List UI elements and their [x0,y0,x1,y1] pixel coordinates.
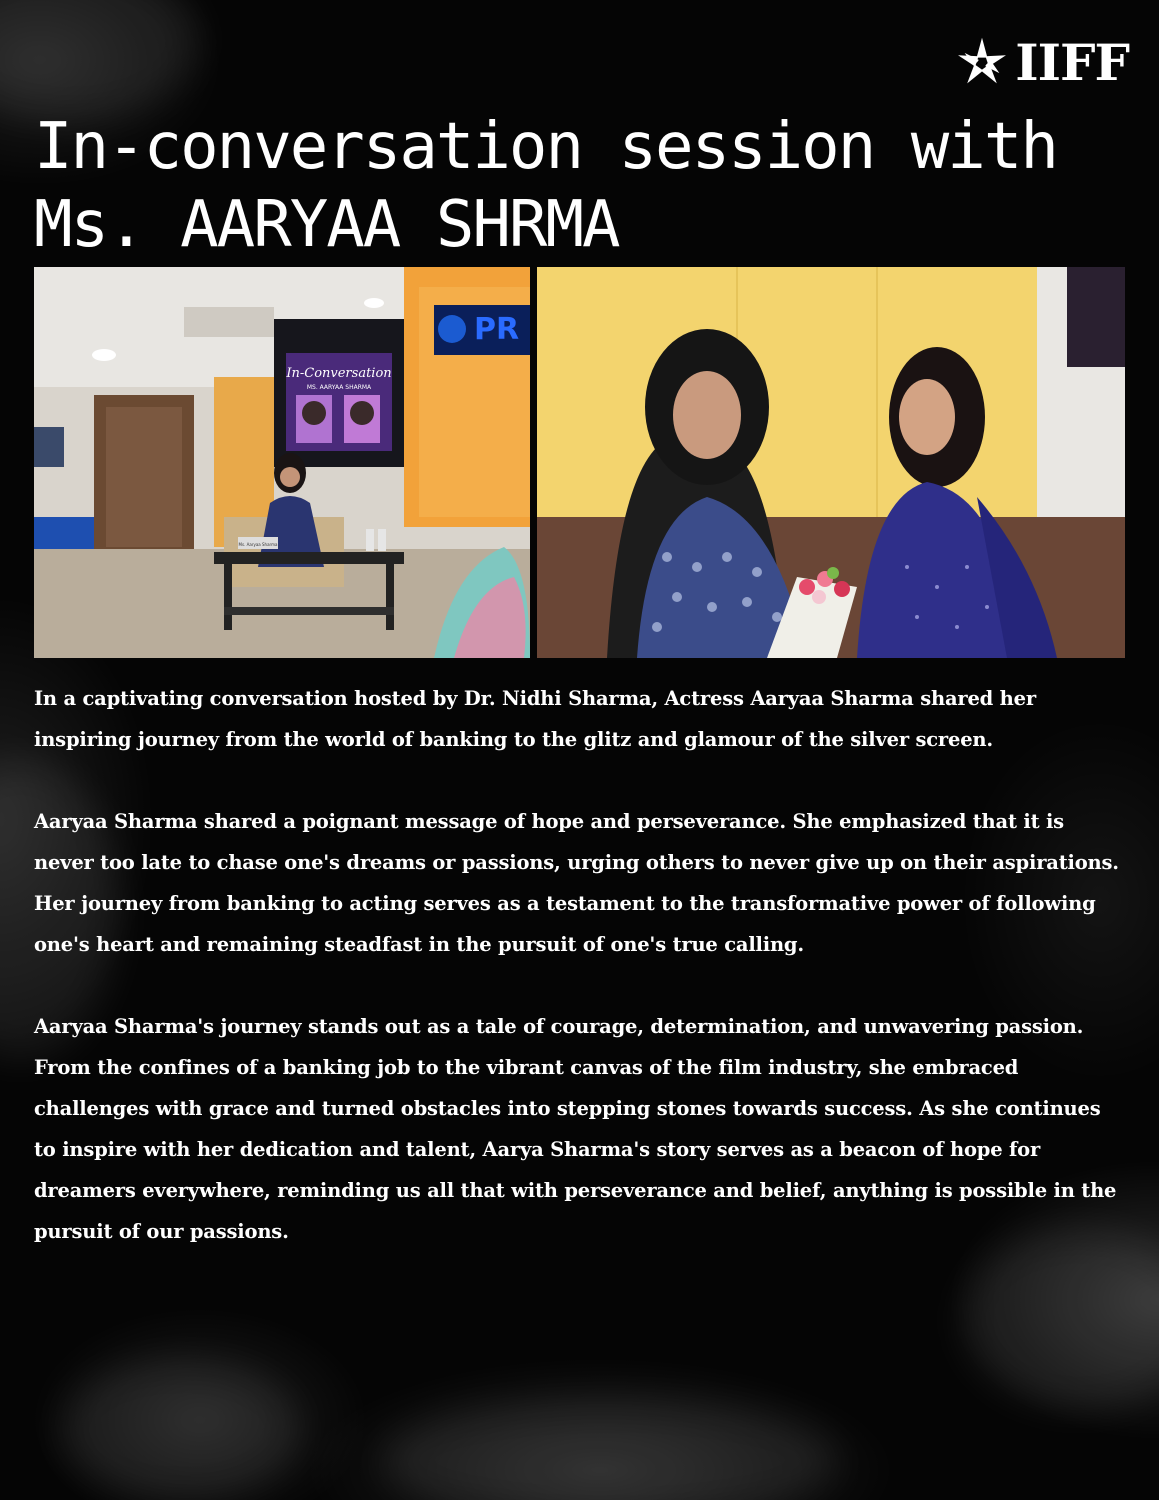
felicitation-photo-illustration [537,267,1125,658]
smoke-decoration [0,0,200,120]
photo-sign-text: PR [474,312,520,347]
paragraph-journey: Aaryaa Sharma's journey stands out as a tale of courage, determination, and unwavering passion. From the confines of a banking job to the vibrant canvas of the film industry, she embraced challenges with grace and turned obstacles into stepping stones towards success. As she continues to inspire with her dedication and talent, Aarya Sharma's story serves as a beacon of hope for dreamers everywhere, reminding us all that with perseverance and belief, anything is possible in the pursuit of our passions. [34,1015,1117,1243]
screen-heading: In-Conversation [286,366,392,381]
session-photo [34,267,530,658]
session-photo-illustration [34,267,530,658]
felicitation-photo [537,267,1125,658]
title-line-2: Ms. AARYAA SHRMA [34,188,619,262]
page-title [34,108,1094,264]
screen-subheading: MS. AARYAA SHARMA [306,384,372,391]
table-name-plate: Ms. Aaryaa Sharma [238,542,278,547]
article-body [34,678,1126,1293]
title-line-1: In-conversation session with [34,110,1057,184]
smoke-decoration [380,1400,840,1500]
paragraph-intro: In a captivating conversation hosted by Dr. Nidhi Sharma, Actress Aaryaa Sharma shared her inspiring journey from the world of banking to the glitz and glamour of the silver screen. [34,687,1036,751]
smoke-decoration [60,1360,300,1500]
iiff-logo [955,33,1129,92]
paragraph-message: Aaryaa Sharma shared a poignant message of hope and perseverance. She emphasized that it is never too late to chase one's dreams or passions, urging others to never give up on their aspirations. Her journey from banking to acting serves as a testament to the transformative power of following one's heart and remaining steadfast in the pursuit of one's true calling. [34,810,1119,956]
star-burst-icon [955,36,1009,90]
logo-text: IIFF [1015,33,1129,92]
